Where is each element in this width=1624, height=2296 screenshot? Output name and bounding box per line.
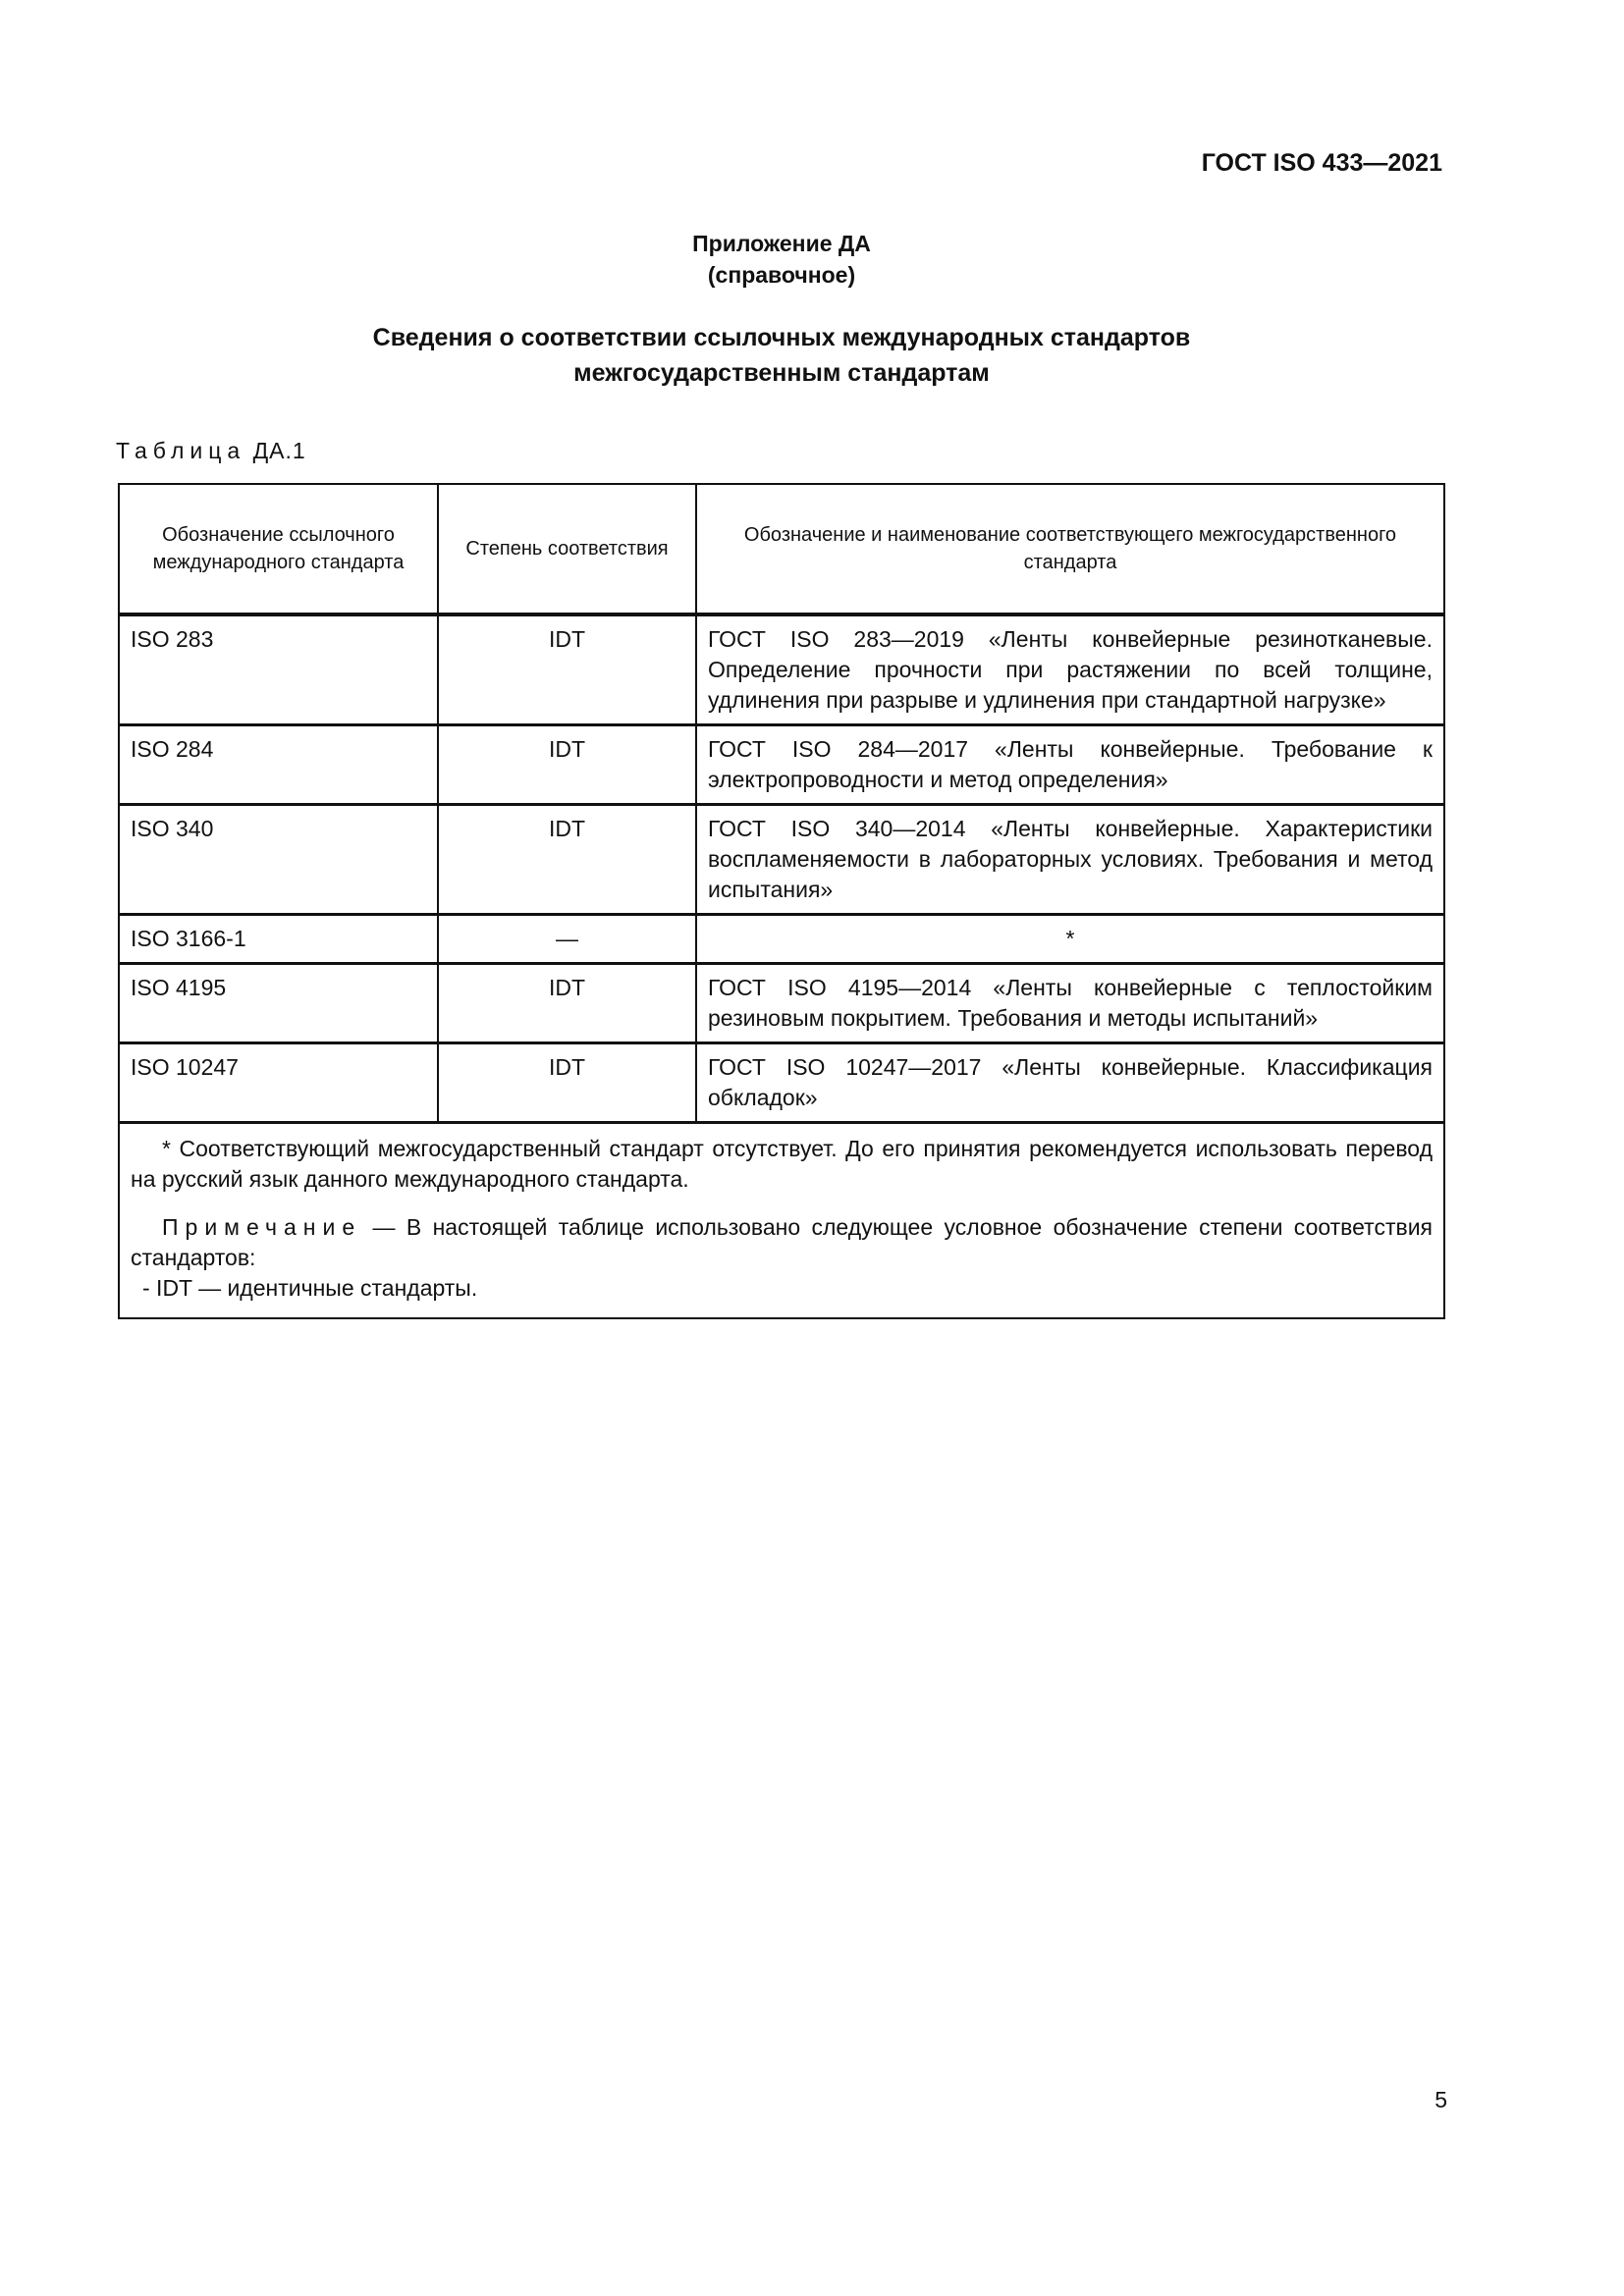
cell-degree: IDT <box>438 725 696 805</box>
cell-national-standard: ГОСТ ISO 283—2019 «Ленты конвейерные резинотканевые. Определение прочности при растяжении по всей толщине, удлинения при разрыве и удлинения при стандартной нагрузке» <box>696 614 1444 725</box>
table-row <box>119 805 1444 915</box>
footnote: * Соответствующий межгосударственный стандарт отсутствует. До его принятия рекомендуется использовать перевод на русский язык данного международного стандарта. <box>131 1136 1433 1192</box>
note <box>131 1212 1433 1273</box>
cell-national-standard: ГОСТ ISO 284—2017 «Ленты конвейерные. Требование к электропроводности и метод определения» <box>696 725 1444 805</box>
document-code: ГОСТ ISO 433—2021 <box>1201 149 1442 177</box>
cell-reference: ISO 4195 <box>119 964 438 1043</box>
section-title <box>0 320 1563 391</box>
table-footer-row <box>119 1123 1444 1319</box>
annex-subtitle: (справочное) <box>707 262 856 288</box>
page-number: 5 <box>1435 2087 1447 2112</box>
header-national-standard: Обозначение и наименование соответствующего межгосударственного стандарта <box>696 484 1444 614</box>
standards-table <box>118 483 1445 1319</box>
cell-national-standard: ГОСТ ISO 10247—2017 «Ленты конвейерные. Классификация обкладок» <box>696 1043 1444 1123</box>
cell-reference: ISO 284 <box>119 725 438 805</box>
cell-national-standard: ГОСТ ISO 4195—2014 «Ленты конвейерные с теплостойким резиновым покрытием. Требования и методы испытаний» <box>696 964 1444 1043</box>
table-row <box>119 725 1444 805</box>
cell-degree: — <box>438 915 696 964</box>
cell-degree: IDT <box>438 964 696 1043</box>
cell-reference: ISO 3166-1 <box>119 915 438 964</box>
table-row <box>119 915 1444 964</box>
table-caption-number: ДА.1 <box>252 438 306 463</box>
header-international-standard: Обозначение ссылочного международного стандарта <box>119 484 438 614</box>
header-degree-of-conformity: Степень соответствия <box>438 484 696 614</box>
note-list-item: - IDT — идентичные стандарты. <box>142 1275 478 1301</box>
annex-title: Приложение ДА <box>692 231 871 256</box>
section-title-line-1: Сведения о соответствии ссылочных международных стандартов <box>372 324 1191 351</box>
annex-heading <box>0 228 1563 291</box>
note-text: — В настоящей таблице использовано следующее условное обозначение степени соответствия стандартов: <box>131 1214 1433 1270</box>
cell-national-standard: ГОСТ ISO 340—2014 «Ленты конвейерные. Характеристики воспламеняемости в лабораторных условиях. Требования и метод испытания» <box>696 805 1444 915</box>
section-title-line-2: межгосударственным стандартам <box>573 359 990 387</box>
cell-national-standard: * <box>696 915 1444 964</box>
table-caption-word: Таблица <box>116 438 246 463</box>
table-row <box>119 964 1444 1043</box>
cell-degree: IDT <box>438 614 696 725</box>
cell-degree: IDT <box>438 805 696 915</box>
table-row <box>119 614 1444 725</box>
table-footer <box>119 1123 1444 1319</box>
cell-reference: ISO 340 <box>119 805 438 915</box>
cell-reference: ISO 283 <box>119 614 438 725</box>
cell-degree: IDT <box>438 1043 696 1123</box>
table-header-row <box>119 484 1444 614</box>
table-caption <box>116 438 306 464</box>
note-label: Примечание <box>162 1214 362 1240</box>
cell-reference: ISO 10247 <box>119 1043 438 1123</box>
table-row <box>119 1043 1444 1123</box>
